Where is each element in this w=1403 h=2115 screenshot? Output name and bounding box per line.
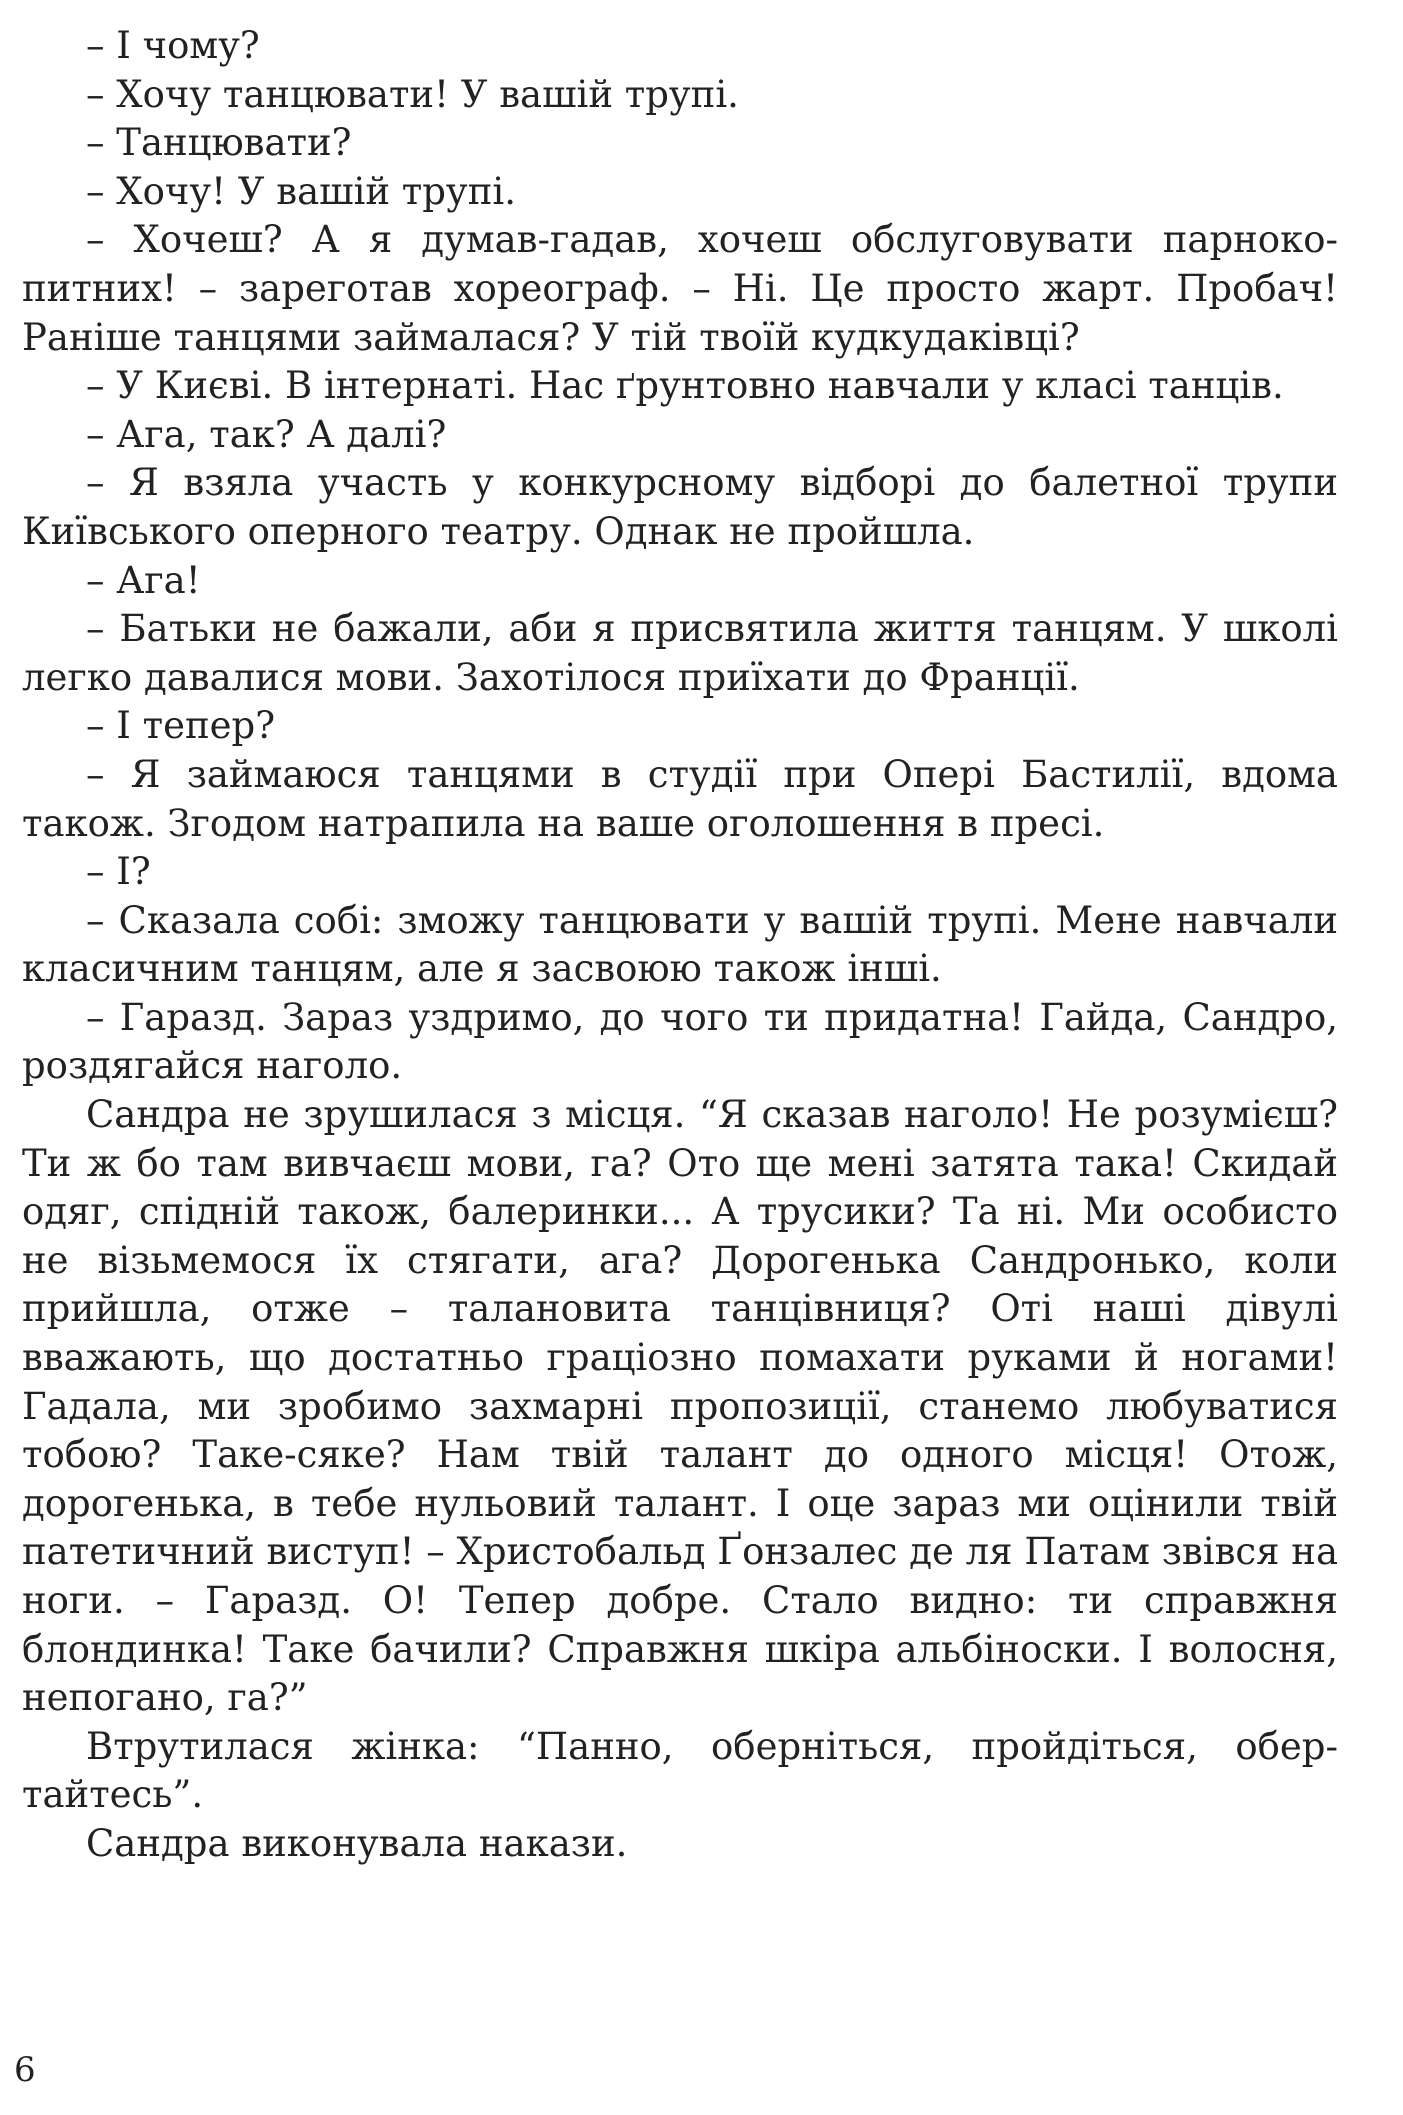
- paragraph: – Сказала собі: зможу танцювати у вашій трупі. Мене навчали класичним танцям, але я засвоюю також інші.: [22, 898, 1338, 991]
- paragraph: – І?: [86, 850, 151, 894]
- paragraph: – Хочу танцювати! У вашій трупі.: [86, 72, 739, 116]
- paragraph: – Я займаюся танцями в студії при Опері Бастилії, вдома також. Згодом натрапила на ваше оголошення в пресі.: [22, 752, 1338, 845]
- paragraph: – І чому?: [86, 24, 260, 67]
- paragraph: – Ага!: [86, 558, 201, 602]
- paragraph: Сандра виконувала накази.: [86, 1821, 628, 1865]
- paragraph: Втрутилася жінка: “Панно, оберніться, пройдіться, обертайтесь”.: [22, 1724, 1338, 1817]
- body-text: [22, 22, 1338, 1869]
- paragraph: – У Києві. В інтернаті. Нас ґрунтовно навчали у класі танців.: [86, 364, 1284, 408]
- paragraph: – Хочу! У вашій трупі.: [86, 169, 516, 213]
- paragraph: – Я взяла участь у конкурсному відборі до балетної трупи Київського оперного театру. Однак не пройшла.: [22, 461, 1338, 553]
- paragraph: – І тепер?: [86, 704, 276, 748]
- paragraph: Сандра не зрушилася з місця. “Я сказав наголо! Не розумієш? Ти ж бо там вивчаєш мови, га? Ото ще мені затята така! Скидай одяг, спідній також, балеринки... А трусики? Та ні. Ми особисто не візьмемося їх стягати, ага? Дорогенька Сандронько, коли прийшла, отже – талановита танцівниця? Оті наші дівулі вважають, що достатньо граціозно помахати руками й ногами! Гадала, ми зробимо захмарні пропозиції, станемо любуватися тобою? Таке-сяке? Нам твій талант до одного місця! Отож, дорогенька, в тебе нульовий талант. І оце зараз ми оцінили твій патетичний виступ! – Христобальд Ґонзалес де ля Патам звівся на ноги. – Гаразд. О! Тепер добре. Стало видно: ти справжня блондинка! Таке бачили? Справжня шкіра альбіноски. І волосня, непогано, га?”: [22, 1093, 1338, 1720]
- paragraph: – Танцювати?: [86, 121, 352, 165]
- paragraph: – Батьки не бажали, аби я присвятила життя танцям. У школі легко давалися мови. Захотілося приїхати до Франції.: [22, 607, 1338, 699]
- page-number: 6: [14, 2050, 36, 2090]
- paragraph: – Гаразд. Зараз уздримо, до чого ти придатна! Гайда, Сандро, роздягайся наголо.: [22, 995, 1338, 1088]
- paragraph: – Хочеш? А я думав-гадав, хочеш обслуговувати парнокопитних! – зареготав хореограф. – Ні. Це просто жарт. Пробач! Раніше танцями займалася? У тій твоїй кудкудаківці?: [22, 218, 1338, 359]
- paragraph: – Ага, так? А далі?: [86, 412, 447, 456]
